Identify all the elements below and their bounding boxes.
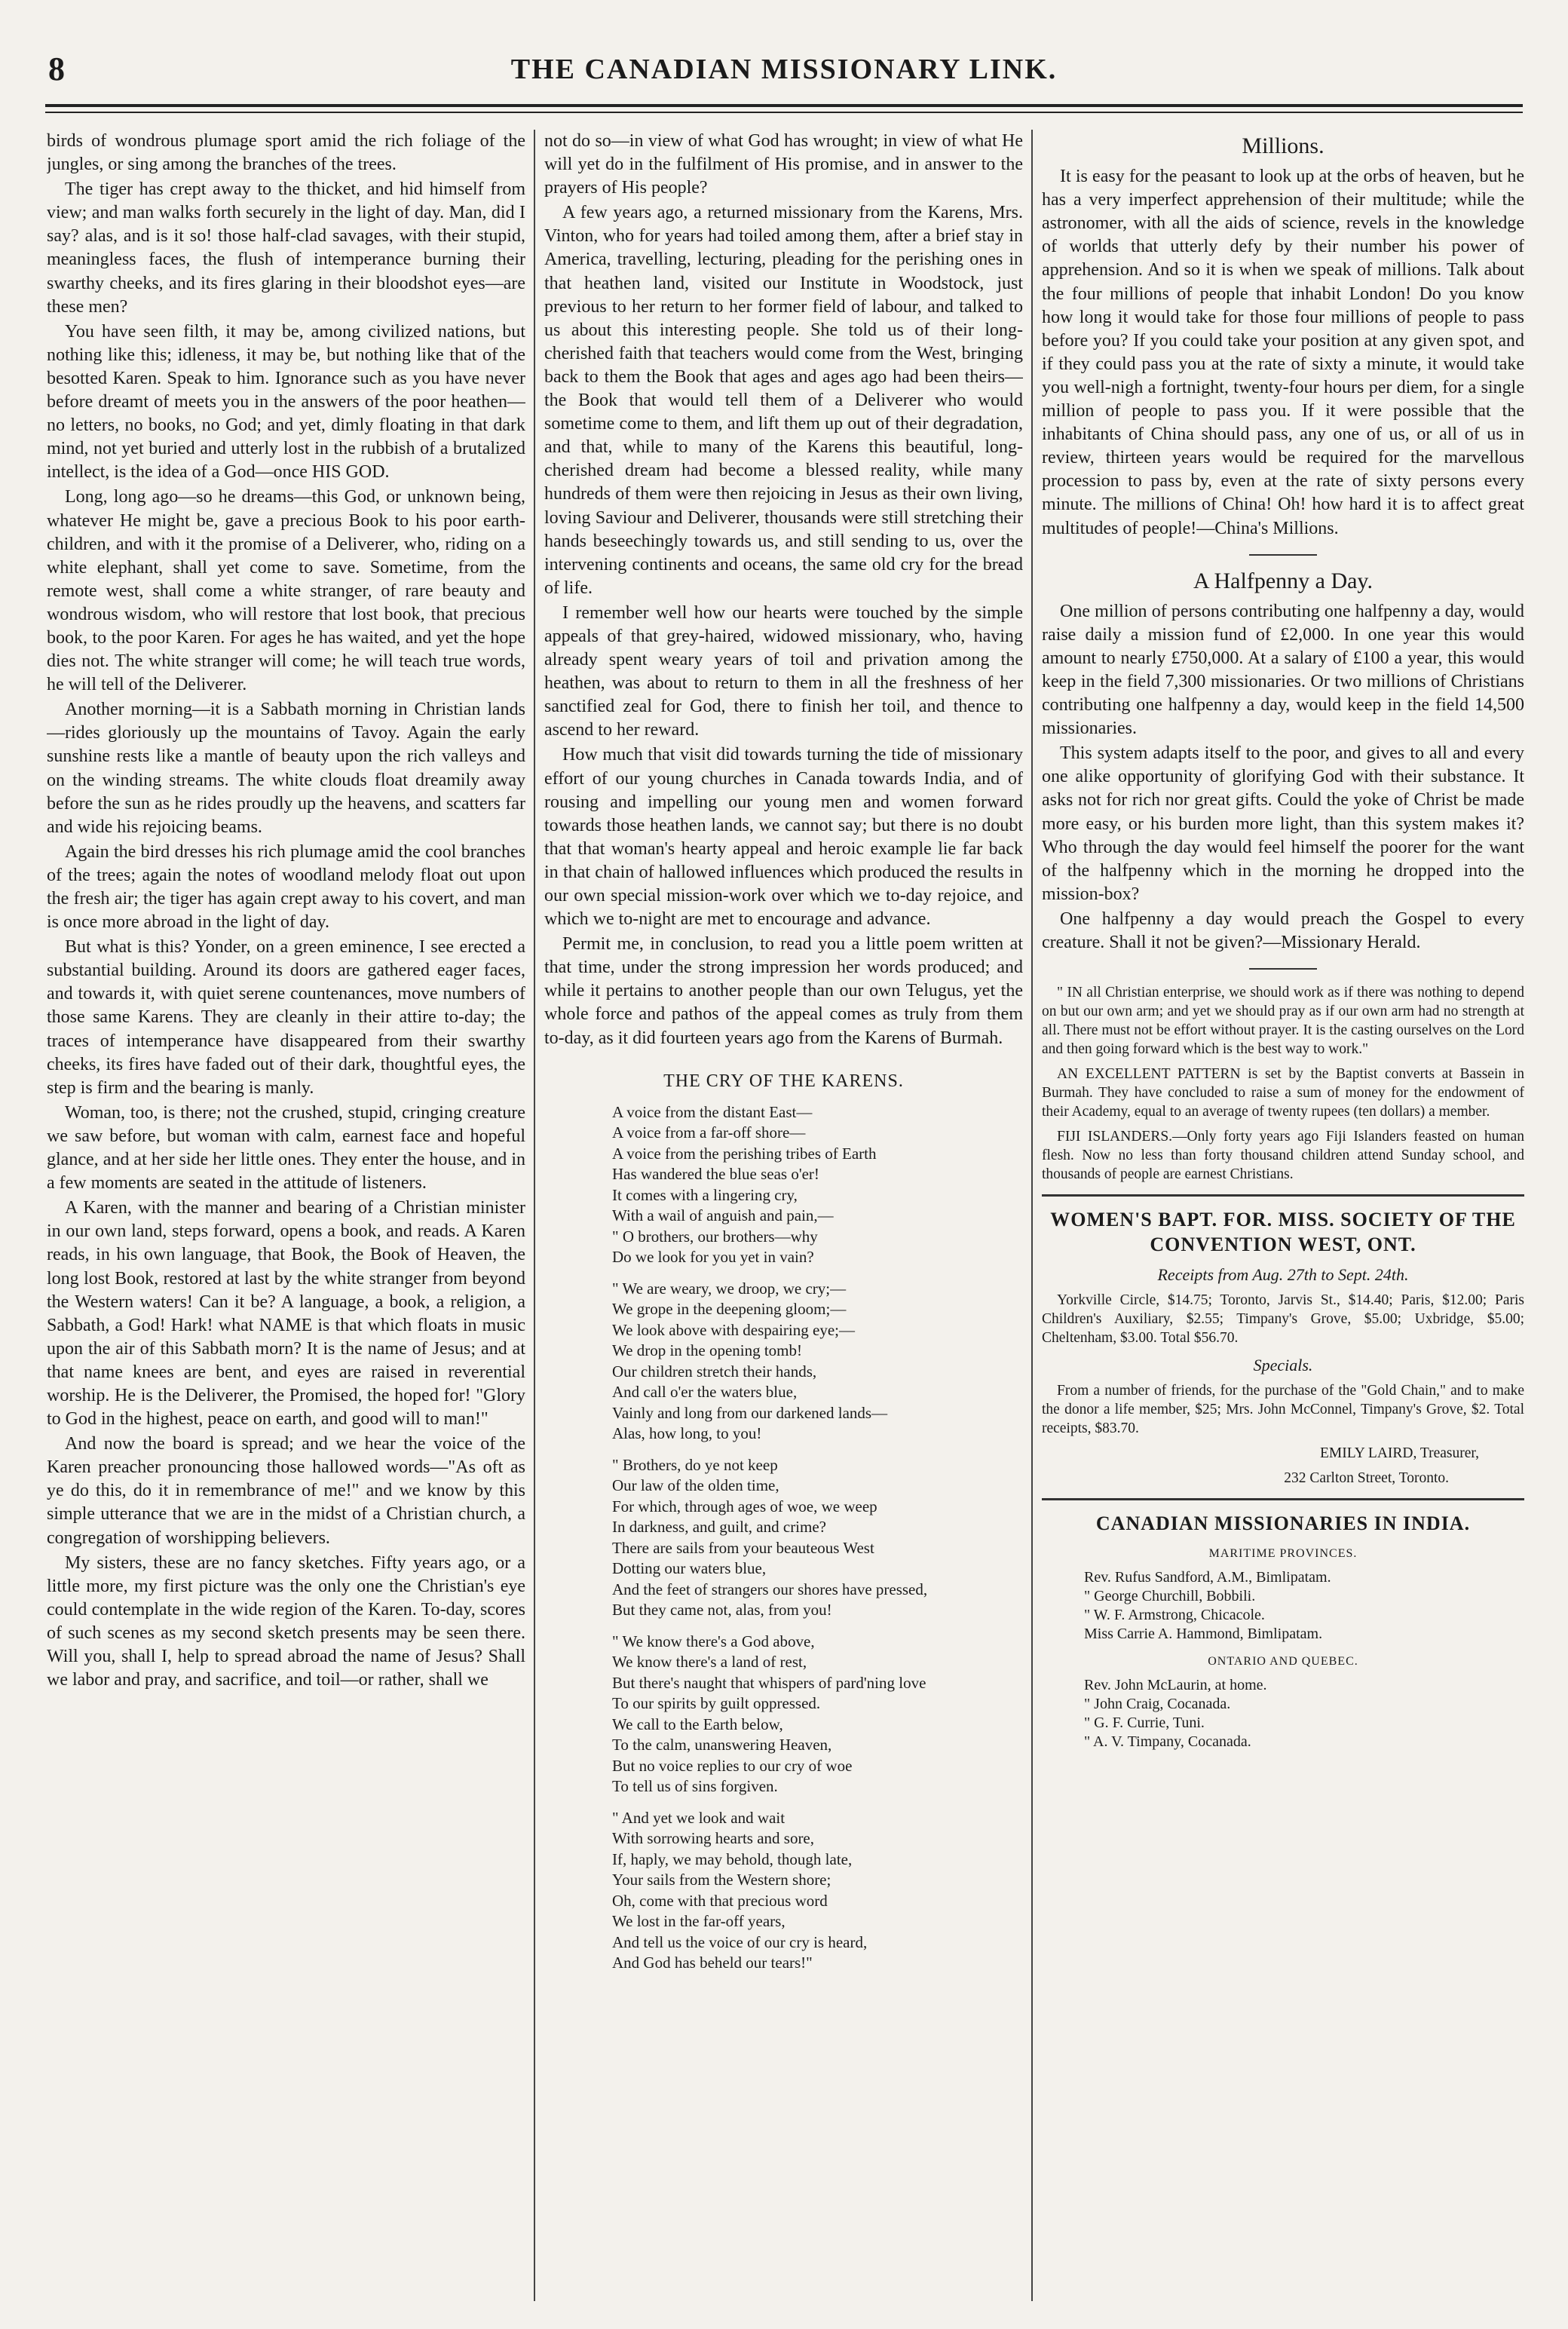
notes-block [1042,983,1524,1184]
article-paragraph: A Karen, with the manner and bearing of a Christian minister in our own land, steps forward, opens a book, and reads. A Karen reads, in his own language, that Book, the Book of Heaven, the long lost Book, restored at last by the white stranger from beyond the Western waters! Can it be? A language, a book, a religion, a Sabbath, a God! Hark! what NAME is that which floats in music upon the air of this Sabbath morn? It is the name of Jesus; and at that name knees are bent, and eyes are raised in reverential worship. He is the Deliverer, the Promised, the hoped for! "Glory to God in the highest, peace on earth, and good will to man!" [47,1198,525,1430]
page-header [45,50,1523,95]
article-paragraph: The tiger has crept away to the thicket, and hid himself from view; and man walks forth securely in the light of day. Man, did I say? alas, and is it so! those half-clad savages, with their stupid, meaningless faces, the flush of intemperance burning their swarthy cheeks, and its fires glaring in their bloodshot eyes—are these men? [47,179,525,317]
halfpenny-paragraph: One halfpenny a day would preach the Gospel to every creature. Shall it not be given?—Missionary Herald. [1042,909,1524,952]
poem-line: And God has beheld our tears!" [612,1954,813,1972]
list-item: Miss Carrie A. Hammond, Bimlipatam. [1084,1626,1323,1643]
poem-title: THE CRY OF THE KARENS. [663,1071,904,1091]
poem-line: To tell us of sins forgiven. [612,1777,778,1796]
poem-line: But there's naught that whispers of pard'ning love [612,1673,926,1692]
poem-line: With a wail of anguish and pain,— [612,1206,834,1225]
column-right [1042,130,1524,2301]
poem-line: Dotting our waters blue, [612,1559,767,1578]
poem-line: With sorrowing hearts and sore, [612,1829,815,1848]
specials-text: From a number of friends, for the purchase of the "Gold Chain," and to make the donor a life member, $25; Mrs. John McConnel, Timpany's Grove, $2. Total receipts, $83.70. [1042,1383,1524,1437]
treasurer-address: 232 Carlton Street, Toronto. [1284,1470,1449,1487]
poem-stanza [612,1279,1023,1445]
poem-line: If, haply, we may behold, though late, [612,1849,853,1868]
article-paragraph: Woman, too, is there; not the crushed, stupid, cringing creature we saw before, but woman with calm, earnest face and hopeful glance, and at her side her little ones. They enter the house, and in a few moments are seated in the attitude of listeners. [47,1102,525,1194]
poem-line: And call o'er the waters blue, [612,1383,798,1402]
poem [544,1102,1023,1974]
section-separator [1249,968,1317,970]
note-paragraph: FIJI ISLANDERS.—Only forty years ago Fiji Islanders feasted on human flesh. Now no less than forty thousand children attend Sunday school, and thousands of people are earnest Christians. [1042,1129,1524,1183]
list-item: " John Craig, Cocanada. [1084,1696,1231,1713]
article-paragraph: And now the board is spread; and we hear the voice of the Karen preacher pronouncing those hallowed words—"As oft as ye do this, do it in remembrance of me!" and we know by this simple utterance that we are in the midst of a Christian church, a congregation of worshipping believers. [47,1434,525,1548]
poem-line: To the calm, unanswering Heaven, [612,1736,832,1754]
poem-line: It comes with a lingering cry, [612,1185,798,1204]
poem-line: A voice from a far-off shore— [612,1123,806,1142]
halfpenny-paragraph: This system adapts itself to the poor, and gives to all and every one alike opportunity of glorifying God with their substance. It asks not for rich nor great gifts. Could the yoke of Christ be made more easy, or his burden more light, than this system makes it? Who through the day would feel himself the poorer for the want of the halfpenny which in the morning he dropped into the mission-box? [1042,743,1524,904]
article-paragraph: But what is this? Yonder, on a green eminence, I see erected a substantial building. Around its doors are gathered eager faces, and towards it, with quiet serene countenances, move numbers of those same Karens. They are cleanly in their attire to-day; the traces of intemperance have disappeared from their swarthy cheeks, its fires have faded out of their dark, thoughtful eyes, the step is firm and the bearing is manly. [47,937,525,1098]
missionaries-title: CANADIAN MISSIONARIES IN INDIA. [1095,1512,1471,1535]
poem-line: We drop in the opening tomb! [612,1341,803,1360]
receipts-block [1042,1291,1524,1347]
specials-heading: Specials. [1253,1356,1313,1375]
millions-title: Millions. [1242,133,1325,158]
poem-line: We grope in the deepening gloom;— [612,1300,847,1319]
header-rule-thin [45,112,1523,113]
article-paragraph: A few years ago, a returned missionary from the Karens, Mrs. Vinton, who for years had toiled among them, after a brief stay in America, travelling, lecturing, pleading for the perishing ones in that heathen land, visited our Institute in Woodstock, just previous to her return to her former field of labour, and talked to us about this interesting people. She told us of their long-cherished faith that teachers would come from the West, bringing back to them the Book that ages and ages ago had been theirs—the Book that would tell them of a Deliverer who would sometime come to them, and lift them up out of their degradation, and that, while to many of the Karens this beautiful, long-cherished dream had become a blessed reality, while many hundreds of them were then rejoicing in Jesus as their own living, loving Saviour and Deliverer, thousands were still stretching their hands beseechingly towards us, and still sending to us, over the intervening continents and oceans, the same old cry for the bread of life. [544,203,1023,598]
article-paragraph: I remember well how our hearts were touched by the simple appeals of that grey-haired, widowed missionary, who, having already spent weary years of toil and privation among the heathen, was about to return to them in all the freshness of her sanctified zeal for God, there to finish her toil, and thence to ascend to her reward. [544,602,1023,740]
halfpenny-title: A Halfpenny a Day. [1193,568,1373,593]
poem-stanza [612,1808,1023,1974]
poem-line: Oh, come with that precious word [612,1891,828,1910]
section-rule [1042,1498,1524,1500]
section-separator [1249,554,1317,556]
poem-line: Our law of the olden time, [612,1476,779,1495]
poem-line: Our children stretch their hands, [612,1362,817,1381]
receipts-text: Yorkville Circle, $14.75; Toronto, Jarvis St., $14.40; Paris, $12.00; Paris Children's Auxiliary, $2.55; Timpany's Grove, $5.00; Uxbridge, $5.00; Cheltenham, $3.00. Total $56.70. [1042,1292,1524,1347]
article-paragraph: How much that visit did towards turning the tide of missionary effort of our young churches in Canada towards India, and of rousing and impelling our young men and women forward towards those heathen lands, we cannot say; but there is no doubt that that woman's hearty appeal and heroic example lie far back in that chain of hallowed influences which produced the results in our own special mission-work over which we to-day rejoice, and which we to-night are met to encourage and advance. [544,745,1023,930]
poem-line: Do we look for you yet in vain? [612,1248,814,1267]
poem-line: But they came not, alas, from you! [612,1601,832,1620]
list-item: " A. V. Timpany, Cocanada. [1084,1733,1251,1751]
list-item: " George Churchill, Bobbili. [1084,1588,1256,1605]
poem-line: To our spirits by guilt oppressed. [612,1694,821,1713]
poem-line: Has wandered the blue seas o'er! [612,1165,819,1184]
poem-stanza [612,1102,1023,1268]
article-paragraph: not do so—in view of what God has wrought; in view of what He will yet do in the fulfilment of His promise, and in answer to the prayers of His people? [544,131,1023,198]
article-paragraph: birds of wondrous plumage sport amid the rich foliage of the jungles, or sing among the branches of the trees. [47,131,525,175]
poem-line: " We are weary, we droop, we cry;— [612,1279,847,1298]
poem-line: A voice from the perishing tribes of Earth [612,1144,877,1163]
poem-line: We look above with despairing eye;— [612,1320,855,1339]
section-rule [1042,1194,1524,1197]
article-paragraph: Again the bird dresses his rich plumage amid the cool branches of the trees; again the notes of woodland melody float out upon the fresh air; the tiger has again crept away to his covert, and man is once more abroad in the light of day. [47,841,525,933]
maritime-heading: MARITIME PROVINCES. [1208,1547,1358,1561]
list-item: Rev. Rufus Sandford, A.M., Bimlipatam. [1084,1569,1331,1586]
note-paragraph: AN EXCELLENT PATTERN is set by the Baptist converts at Bassein in Burmah. They have concluded to raise a sum of money for the endowment of their Academy, equal to an average of twenty rupees (ten dollars) a member. [1042,1066,1524,1120]
article-paragraph: My sisters, these are no fancy sketches. Fifty years ago, or a little more, my first picture was the only one the Christian's eye could contemplate in the wide region of the Karen. To-day, scores of such scenes as my second sketch presents may be seen there. Will you, shall I, help to spread abroad the name of Jesus? Shall we labor and pray, and sacrifice, and toil—or rather, shall we [47,1552,525,1690]
halfpenny-paragraph: One million of persons contributing one halfpenny a day, would raise daily a mission fund of £2,000. In one year this would amount to nearly £750,000. At a salary of £100 a year, this would keep in the field 7,300 missionaries. Or two millions of Christians contributing one halfpenny a day, would keep in the field 14,500 missionaries. [1042,601,1524,739]
poem-line: We lost in the far-off years, [612,1912,786,1931]
page-number: 8 [48,51,65,87]
list-item: " G. F. Currie, Tuni. [1084,1715,1205,1732]
poem-line: We know there's a land of rest, [612,1653,807,1672]
poem-line: Vainly and long from our darkened lands— [612,1403,888,1422]
poem-line: " O brothers, our brothers—why [612,1227,818,1246]
specials-block [1042,1381,1524,1488]
poem-line: " We know there's a God above, [612,1632,815,1650]
society-title: WOMEN'S BAPT. FOR. MISS. SOCIETY OF THE CONVENTION WEST, ONT. [1050,1209,1516,1256]
poem-line: " And yet we look and wait [612,1808,786,1827]
article-paragraph: Permit me, in conclusion, to read you a little poem written at that time, under the strong impression her words produced; and while it pertains to another people than our own Telugus, yet the whole force and pathos of the appeal comes as truly from them to-day, as it did fourteen years ago from the Karens of Burmah. [544,934,1023,1048]
column-divider [534,130,535,2301]
list-item: Rev. John McLaurin, at home. [1084,1677,1267,1694]
article-paragraph: You have seen filth, it may be, among civilized nations, but nothing like this; idleness, it may be, but nothing like that of the besotted Karen. Speak to him. Ignorance such as you have never before dreamt of meets you in the answers of the poor heathen—no letters, no books, no God; and yet, dimly floating in that dark mind, not yet buried and utterly lost in the rubbish of a brutalized intellect, is the idea of a God—once HIS GOD. [47,321,525,483]
header-rule [45,104,1523,107]
note-paragraph: " IN all Christian enterprise, we should work as if there was nothing to depend on but our own arm; and yet we should pray as if our own arm had no strength at all. There must not be effort without prayer. It is the casting ourselves on the Lord and then going forward which is the best way to work." [1042,985,1524,1058]
article-paragraph: Another morning—it is a Sabbath morning in Christian lands—rides gloriously up the mountains of Tavoy. Again the early sunshine rests like a mantle of beauty upon the rich valleys and on the winding streams. The white clouds float dreamily away before the sun as he rides proudly up the heavens, and scatters far and wide his rejoicing beams. [47,700,525,837]
column-left [47,130,525,2301]
list-item: " W. F. Armstrong, Chicacole. [1084,1607,1265,1624]
poem-line: Alas, how long, to you! [612,1424,762,1443]
poem-line: And tell us the voice of our cry is heard, [612,1932,868,1951]
column-divider [1031,130,1033,2301]
column-middle [544,130,1023,2301]
poem-line: Your sails from the Western shore; [612,1871,831,1889]
masthead-title: THE CANADIAN MISSIONARY LINK. [510,54,1058,85]
article-paragraph: Long, long ago—so he dreams—this God, or unknown being, whatever He might be, gave a precious Book to his poor earth-children, and with it the promise of a Deliverer, who, riding on a white elephant, shall yet come to save. Sometime, from the remote west, shall come a white stranger, of rare beauty and wondrous wisdom, who will restore that lost book, that precious book, to the poor Karen. For ages he has waited, and yet the hope dies not. The white stranger will come; he will teach true words, he will tell of the Deliverer. [47,487,525,695]
poem-line: " Brothers, do ye not keep [612,1455,778,1474]
poem-stanza [612,1632,1023,1797]
ontario-heading: ONTARIO AND QUEBEC. [1208,1655,1358,1669]
millions-paragraph: It is easy for the peasant to look up at the orbs of heaven, but he has a very imperfect apprehension of their multitude; while the astronomer, with all the aids of science, revels in the knowledge of worlds that utterly defy by their number his power of apprehension. And so it is when we speak of millions. Talk about the four millions of people that inhabit London! Do you know how long it would take for those four millions of people to pass before you? If you could take your position at any given spot, and if they could pass you at the rate of sixty a minute, it would take you well-nigh a fortnight, twenty-four hours per diem, for a single million of people to pass you. If it were possible that the inhabitants of China should pass, any one of us, or all of us in review, thirteen years would be required for the marvellous procession to pass by, even at the rate of sixty persons every minute. The millions of China! Oh! how hard it is to affect great multitudes of people!—China's Millions. [1042,167,1524,538]
poem-line: In darkness, and guilt, and crime? [612,1518,826,1537]
poem-line: We call to the Earth below, [612,1715,783,1733]
maritime-list [1084,1568,1524,1644]
poem-line: For which, through ages of woe, we weep [612,1497,877,1515]
poem-stanza [612,1455,1023,1621]
poem-line: There are sails from your beauteous West [612,1538,874,1557]
treasurer-name: EMILY LAIRD, Treasurer, [1319,1445,1479,1462]
poem-line: And the feet of strangers our shores have pressed, [612,1580,928,1598]
ontario-list [1084,1676,1524,1751]
receipts-heading: Receipts from Aug. 27th to Sept. 24th. [1157,1265,1409,1285]
poem-line: But no voice replies to our cry of woe [612,1756,853,1775]
poem-line: A voice from the distant East— [612,1102,813,1121]
